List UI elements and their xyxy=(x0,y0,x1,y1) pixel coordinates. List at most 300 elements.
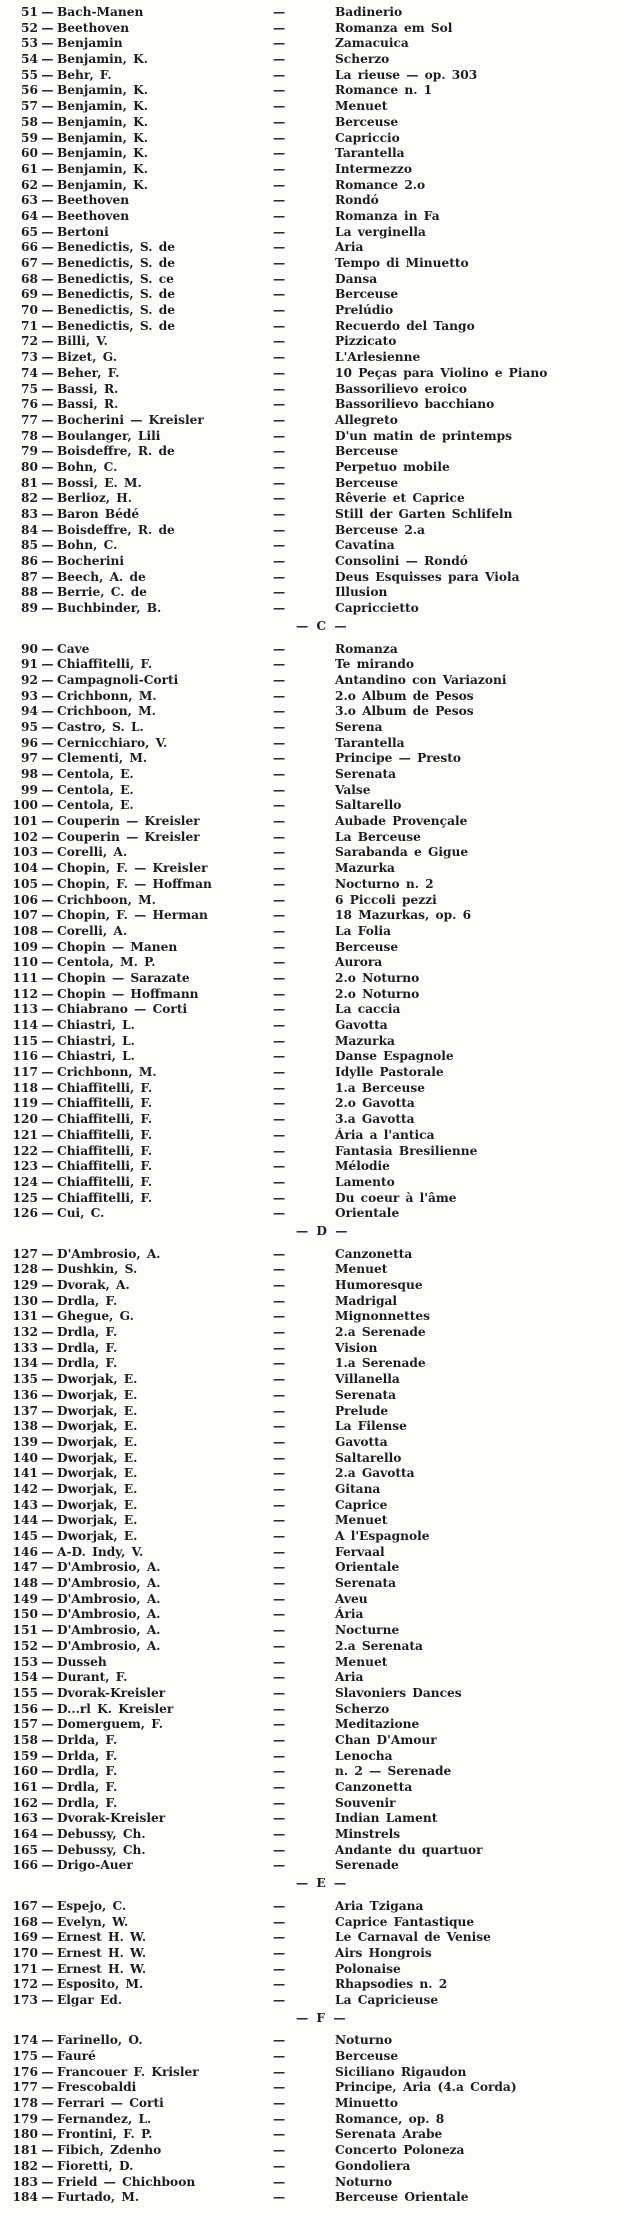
separator-dash: — xyxy=(41,876,54,891)
entry-title: Indian Lament xyxy=(335,1811,438,1826)
column-dash: — xyxy=(273,99,285,114)
entry-title: n. 2 — Serenade xyxy=(335,1764,452,1779)
column-dash: — xyxy=(273,1018,285,1032)
entry-composer: Dworjak, E. xyxy=(57,1513,138,1528)
catalog-entry-row xyxy=(0,751,624,767)
entry-number: 166 xyxy=(12,1858,38,1873)
entry-title: Aurora xyxy=(335,955,383,970)
column-dash: — xyxy=(273,1670,285,1685)
entry-title: Romance, op. 8 xyxy=(335,2111,445,2126)
catalog-entry-row xyxy=(0,21,624,37)
separator-dash: — xyxy=(41,1293,54,1308)
catalog-entry-row xyxy=(0,1128,624,1144)
column-dash: — xyxy=(273,507,285,521)
separator-dash: — xyxy=(41,1387,54,1402)
entry-composer: Furtado, M. xyxy=(57,2190,140,2205)
entry-composer: Drdla, F. xyxy=(57,1795,118,1810)
entry-title: Te mirando xyxy=(335,657,415,672)
column-dash: — xyxy=(273,2049,285,2063)
column-dash: — xyxy=(273,428,285,443)
entry-title: Allegreto xyxy=(335,412,398,427)
separator-dash: — xyxy=(41,751,54,766)
entry-composer: Benjamin, K. xyxy=(57,52,148,67)
entry-number: 107 xyxy=(12,908,38,923)
entry-title: Romanza xyxy=(335,641,398,656)
column-dash: — xyxy=(273,1278,285,1292)
entry-title: Consolini — Rondó xyxy=(335,554,468,569)
entry-composer: Frield — Chichboon xyxy=(57,2174,196,2189)
entry-composer: Frescobaldi xyxy=(57,2080,137,2095)
separator-dash: — xyxy=(41,1748,54,1763)
separator-dash: — xyxy=(41,83,54,98)
entry-title: 3.a Gavotta xyxy=(335,1112,415,1127)
separator-dash: — xyxy=(41,601,54,616)
entry-composer: Francouer F. Krisler xyxy=(57,2064,199,2079)
entry-composer: Crichbonn, M. xyxy=(57,1065,157,1080)
column-dash: — xyxy=(273,923,285,938)
column-dash: — xyxy=(273,36,285,51)
catalog-entry-row xyxy=(0,1858,624,1874)
column-dash: — xyxy=(273,1325,285,1340)
entry-composer: Domerguem, F. xyxy=(57,1717,163,1732)
separator-dash: — xyxy=(41,1827,54,1842)
catalog-entry-row xyxy=(0,1764,624,1780)
catalog-entry-row xyxy=(0,1112,624,1128)
catalog-entry-row xyxy=(0,1049,624,1065)
entry-title: Noturno xyxy=(335,2033,393,2048)
catalog-entry-row xyxy=(0,1623,624,1639)
entry-number: 105 xyxy=(12,876,38,891)
catalog-entry-row xyxy=(0,178,624,194)
entry-title: 2.o Album de Pesos xyxy=(335,688,474,703)
column-dash: — xyxy=(273,2064,285,2079)
separator-dash: — xyxy=(41,1858,54,1873)
entry-composer: Behr, F. xyxy=(57,67,112,82)
entry-title: Tarantella xyxy=(335,735,405,750)
entry-composer: Esposito, M. xyxy=(57,1977,144,1992)
catalog-entry-row xyxy=(0,68,624,84)
column-dash: — xyxy=(273,814,285,829)
entry-number: 96 xyxy=(21,735,38,750)
separator-dash: — xyxy=(41,538,54,553)
entry-composer: Couperin — Kreisler xyxy=(57,814,200,829)
entry-composer: Chiaffitelli, F. xyxy=(57,1190,153,1205)
entry-composer: Dvorak-Kreisler xyxy=(57,1685,166,1700)
entry-title: Du coeur à l'âme xyxy=(335,1190,457,1205)
entry-title: Serenata xyxy=(335,767,397,781)
entry-title: Idylle Pastorale xyxy=(335,1065,444,1080)
entry-title: Menuet xyxy=(335,1262,388,1277)
catalog-entry-row xyxy=(0,538,624,554)
column-dash: — xyxy=(273,1638,285,1653)
separator-dash: — xyxy=(41,1623,54,1638)
catalog-entry-row xyxy=(0,893,624,909)
entry-number: 137 xyxy=(12,1403,38,1418)
entry-title: Slavoniers Dances xyxy=(335,1685,462,1700)
entry-composer: Durant, F. xyxy=(57,1670,128,1685)
separator-dash: — xyxy=(41,641,54,656)
entry-number: 177 xyxy=(12,2080,38,2095)
entry-number: 56 xyxy=(21,83,38,98)
entry-composer: Bassi, R. xyxy=(57,381,119,396)
catalog-entry-row xyxy=(0,1325,624,1341)
catalog-entry-row xyxy=(0,209,624,225)
entry-composer: Dworjak, E. xyxy=(57,1387,138,1402)
entry-title: Lamento xyxy=(335,1174,395,1189)
entry-composer: Benedictis, S. ce xyxy=(57,271,174,286)
column-dash: — xyxy=(273,5,285,19)
separator-dash: — xyxy=(41,923,54,938)
entry-composer: Centola, M. P. xyxy=(57,955,156,970)
entry-composer: Farinello, O. xyxy=(57,2033,143,2048)
entry-number: 110 xyxy=(12,955,38,970)
entry-title: Illusion xyxy=(335,585,388,600)
column-dash: — xyxy=(273,939,285,954)
entry-title: Cavatina xyxy=(335,538,395,553)
separator-dash: — xyxy=(41,1544,54,1559)
entry-composer: Baron Bédé xyxy=(57,507,140,521)
separator-dash: — xyxy=(41,67,54,82)
entry-number: 150 xyxy=(12,1607,38,1622)
entry-composer: Debussy, Ch. xyxy=(57,1842,146,1857)
entry-number: 142 xyxy=(12,1481,38,1496)
entry-composer: Drdla, F. xyxy=(57,1356,118,1371)
column-dash: — xyxy=(273,1293,285,1308)
separator-dash: — xyxy=(41,845,54,860)
catalog-entry-row xyxy=(0,2033,624,2049)
column-dash: — xyxy=(273,1403,285,1418)
entry-number: 95 xyxy=(21,719,38,734)
entry-title: 10 Peças para Violino e Piano xyxy=(335,365,548,380)
column-dash: — xyxy=(273,1827,285,1842)
entry-title: Polonaise xyxy=(335,1961,401,1976)
catalog-entry-row xyxy=(0,1513,624,1529)
column-dash: — xyxy=(273,735,285,750)
entry-title: Berceuse xyxy=(335,287,399,302)
entry-number: 108 xyxy=(12,923,38,938)
catalog-entry-row xyxy=(0,987,624,1003)
catalog-entry-row xyxy=(0,1915,624,1931)
entry-number: 171 xyxy=(12,1961,38,1976)
catalog-entry-row xyxy=(0,1262,624,1278)
entry-composer: Chiaffitelli, F. xyxy=(57,1080,153,1095)
entry-number: 86 xyxy=(21,554,38,569)
entry-title: Gavotta xyxy=(335,1434,388,1449)
entry-title: Scherzo xyxy=(335,52,390,67)
entry-number: 127 xyxy=(12,1246,38,1261)
entry-composer: Crichbonn, M. xyxy=(57,688,157,703)
entry-title: Ária xyxy=(335,1607,364,1622)
separator-dash: — xyxy=(41,459,54,474)
catalog-entry-row xyxy=(0,99,624,115)
entry-number: 104 xyxy=(12,861,38,876)
separator-dash: — xyxy=(41,892,54,907)
separator-dash: — xyxy=(41,1049,54,1064)
column-dash: — xyxy=(273,1748,285,1763)
entry-title: La rieuse — op. 303 xyxy=(335,67,478,82)
separator-dash: — xyxy=(41,1764,54,1779)
separator-dash: — xyxy=(41,271,54,286)
entry-title: 2.o Noturno xyxy=(335,970,420,985)
separator-dash: — xyxy=(41,2190,54,2205)
entry-number: 163 xyxy=(12,1811,38,1826)
entry-number: 70 xyxy=(21,303,38,318)
entry-number: 170 xyxy=(12,1945,38,1960)
separator-dash: — xyxy=(41,1560,54,1575)
column-dash: — xyxy=(273,491,285,506)
entry-number: 62 xyxy=(21,177,38,192)
catalog-entry-row xyxy=(0,1592,624,1608)
entry-number: 73 xyxy=(21,350,38,365)
column-dash: — xyxy=(273,1419,285,1434)
separator-dash: — xyxy=(41,1309,54,1324)
entry-composer: Benjamin, K. xyxy=(57,146,148,161)
separator-dash: — xyxy=(41,1591,54,1606)
catalog-entry-row xyxy=(0,601,624,617)
catalog-entry-row xyxy=(0,2190,624,2206)
separator-dash: — xyxy=(41,719,54,734)
separator-dash: — xyxy=(41,114,54,129)
catalog-entry-row xyxy=(0,1247,624,1263)
entry-composer: Boisdeffre, R. de xyxy=(57,522,175,537)
catalog-entry-row xyxy=(0,1419,624,1435)
column-dash: — xyxy=(273,1112,285,1127)
entry-title: Romanza em Sol xyxy=(335,20,453,35)
separator-dash: — xyxy=(41,1206,54,1221)
entry-title: 2.o Noturno xyxy=(335,986,420,1001)
entry-title: Romance n. 1 xyxy=(335,83,433,98)
entry-title: Gavotta xyxy=(335,1018,388,1032)
catalog-entry-row xyxy=(0,1670,624,1686)
column-dash: — xyxy=(273,569,285,584)
entry-composer: Bossi, E. M. xyxy=(57,475,142,490)
separator-dash: — xyxy=(41,970,54,985)
column-dash: — xyxy=(273,318,285,333)
entry-number: 66 xyxy=(21,240,38,255)
entry-title: Pizzicato xyxy=(335,334,397,349)
catalog-entry-row xyxy=(0,382,624,398)
column-dash: — xyxy=(273,287,285,302)
catalog-entry-row xyxy=(0,413,624,429)
separator-dash: — xyxy=(41,1795,54,1810)
separator-dash: — xyxy=(41,735,54,750)
entry-title: Still der Garten Schlifeln xyxy=(335,507,513,521)
entry-title: Perpetuo mobile xyxy=(335,459,450,474)
entry-title: Lenocha xyxy=(335,1748,393,1763)
column-dash: — xyxy=(273,256,285,270)
separator-dash: — xyxy=(41,287,54,302)
catalog-entry-row xyxy=(0,146,624,162)
entry-number: 181 xyxy=(12,2143,38,2158)
separator-dash: — xyxy=(41,1403,54,1418)
entry-number: 80 xyxy=(21,459,38,474)
separator-dash: — xyxy=(41,444,54,459)
column-dash: — xyxy=(273,412,285,427)
column-dash: — xyxy=(273,1497,285,1512)
separator-dash: — xyxy=(41,585,54,600)
column-dash: — xyxy=(273,986,285,1001)
catalog-entry-row xyxy=(0,319,624,335)
separator-dash: — xyxy=(41,1466,54,1481)
separator-dash: — xyxy=(41,569,54,584)
column-dash: — xyxy=(273,538,285,553)
entry-title: Airs Hongrois xyxy=(335,1945,432,1960)
entry-title: Vision xyxy=(335,1340,378,1355)
catalog-entry-row xyxy=(0,115,624,131)
entry-number: 167 xyxy=(12,1898,38,1913)
separator-dash: — xyxy=(41,2143,54,2158)
catalog-entry-row xyxy=(0,1498,624,1514)
separator-dash: — xyxy=(41,861,54,876)
entry-number: 101 xyxy=(12,814,38,829)
catalog-entry-row xyxy=(0,1639,624,1655)
column-dash: — xyxy=(273,798,285,813)
entry-composer: Corelli, A. xyxy=(57,845,128,860)
separator-dash: — xyxy=(41,1811,54,1826)
separator-dash: — xyxy=(41,1450,54,1465)
entry-composer: Dworjak, E. xyxy=(57,1481,138,1496)
entry-composer: Benjamin, K. xyxy=(57,130,148,145)
entry-composer: Dushkin, S. xyxy=(57,1262,138,1277)
entry-title: Valse xyxy=(335,782,371,797)
separator-dash: — xyxy=(41,672,54,687)
entry-composer: Drlda, F. xyxy=(57,1748,118,1763)
section-letter: — E — xyxy=(296,1876,347,1891)
entry-title: Prelúdio xyxy=(335,303,394,318)
entry-composer: Dvorak-Kreisler xyxy=(57,1811,166,1826)
entry-composer: Bohn, C. xyxy=(57,459,118,474)
entry-title: Tempo di Minuetto xyxy=(335,256,469,270)
column-dash: — xyxy=(273,2111,285,2126)
entry-number: 147 xyxy=(12,1560,38,1575)
entry-number: 162 xyxy=(12,1795,38,1810)
entry-title: Madrigal xyxy=(335,1293,398,1308)
separator-dash: — xyxy=(41,381,54,396)
entry-title: Mazurka xyxy=(335,1033,395,1048)
entry-title: Serenata xyxy=(335,1576,397,1591)
catalog-entry-row xyxy=(0,924,624,940)
entry-composer: Ernest H. W. xyxy=(57,1945,147,1960)
section-header xyxy=(0,2011,624,2027)
separator-dash: — xyxy=(41,475,54,490)
catalog-entry-row xyxy=(0,1034,624,1050)
entry-composer: Ferrari — Corti xyxy=(57,2096,164,2111)
column-dash: — xyxy=(273,1795,285,1810)
separator-dash: — xyxy=(41,208,54,223)
entry-number: 172 xyxy=(12,1977,38,1992)
entry-title: Berceuse xyxy=(335,939,399,954)
entry-title: Aveu xyxy=(335,1591,368,1606)
entry-composer: D'Ambrosio, A. xyxy=(57,1560,161,1575)
entry-number: 91 xyxy=(21,657,38,672)
column-dash: — xyxy=(273,1434,285,1449)
entry-number: 85 xyxy=(21,538,38,553)
entry-composer: Drdla, F. xyxy=(57,1293,118,1308)
column-dash: — xyxy=(273,1387,285,1402)
catalog-entry-row xyxy=(0,1451,624,1467)
separator-dash: — xyxy=(41,829,54,844)
column-dash: — xyxy=(273,1764,285,1779)
entry-number: 121 xyxy=(12,1127,38,1142)
column-dash: — xyxy=(273,1607,285,1622)
entry-composer: Berrie, C. de xyxy=(57,585,148,600)
entry-title: Menuet xyxy=(335,1513,388,1528)
entry-composer: Chiaffitelli, F. xyxy=(57,1159,153,1174)
catalog-entry-row xyxy=(0,444,624,460)
entry-title: Orientale xyxy=(335,1560,400,1575)
column-dash: — xyxy=(273,554,285,569)
entry-composer: Fauré xyxy=(57,2049,96,2063)
entry-number: 180 xyxy=(12,2127,38,2142)
entry-title: Sarabanda e Gigue xyxy=(335,845,469,860)
column-dash: — xyxy=(273,1961,285,1976)
separator-dash: — xyxy=(41,1961,54,1976)
separator-dash: — xyxy=(41,986,54,1001)
separator-dash: — xyxy=(41,491,54,506)
entry-number: 118 xyxy=(12,1080,38,1095)
separator-dash: — xyxy=(41,36,54,51)
entry-title: Serenade xyxy=(335,1858,399,1873)
catalog-entry-row xyxy=(0,1065,624,1081)
entry-composer: Chiabrano — Corti xyxy=(57,1002,188,1017)
entry-composer: Corelli, A. xyxy=(57,923,128,938)
column-dash: — xyxy=(273,1513,285,1528)
entry-title: Berceuse xyxy=(335,114,399,129)
column-dash: — xyxy=(273,1529,285,1543)
column-dash: — xyxy=(273,177,285,192)
column-dash: — xyxy=(273,459,285,474)
entry-composer: Benjamin xyxy=(57,36,123,51)
separator-dash: — xyxy=(41,193,54,208)
entry-composer: D'Ambrosio, A. xyxy=(57,1623,161,1638)
catalog-entry-row xyxy=(0,287,624,303)
entry-title: Zamacuica xyxy=(335,36,409,51)
entry-composer: Drdla, F. xyxy=(57,1764,118,1779)
entry-title: La Berceuse xyxy=(335,829,421,844)
column-dash: — xyxy=(273,1701,285,1716)
catalog-entry-row xyxy=(0,1388,624,1404)
catalog-entry-row xyxy=(0,570,624,586)
entry-title: Saltarello xyxy=(335,1450,402,1465)
entry-composer: Chiastri, L. xyxy=(57,1033,135,1048)
entry-title: Fervaal xyxy=(335,1544,385,1559)
entry-number: 152 xyxy=(12,1638,38,1653)
separator-dash: — xyxy=(41,814,54,829)
catalog-entry-row xyxy=(0,830,624,846)
entry-number: 155 xyxy=(12,1685,38,1700)
entry-composer: Beethoven xyxy=(57,20,130,35)
separator-dash: — xyxy=(41,955,54,970)
entry-title: Canzonetta xyxy=(335,1780,413,1794)
entry-title: La Capricieuse xyxy=(335,1992,439,2007)
separator-dash: — xyxy=(41,2049,54,2063)
separator-dash: — xyxy=(41,1481,54,1496)
catalog-entry-row xyxy=(0,704,624,720)
entry-title: Bassorilievo eroico xyxy=(335,381,468,396)
entry-title: Canzonetta xyxy=(335,1246,413,1261)
column-dash: — xyxy=(273,475,285,490)
column-dash: — xyxy=(273,444,285,459)
entry-number: 124 xyxy=(12,1174,38,1189)
entry-title: Berceuse xyxy=(335,444,399,459)
entry-composer: Clementi, M. xyxy=(57,751,148,766)
column-dash: — xyxy=(273,1780,285,1794)
catalog-entry-row xyxy=(0,554,624,570)
separator-dash: — xyxy=(41,657,54,672)
column-dash: — xyxy=(273,2127,285,2142)
catalog-entry-row xyxy=(0,1545,624,1561)
column-dash: — xyxy=(273,334,285,349)
